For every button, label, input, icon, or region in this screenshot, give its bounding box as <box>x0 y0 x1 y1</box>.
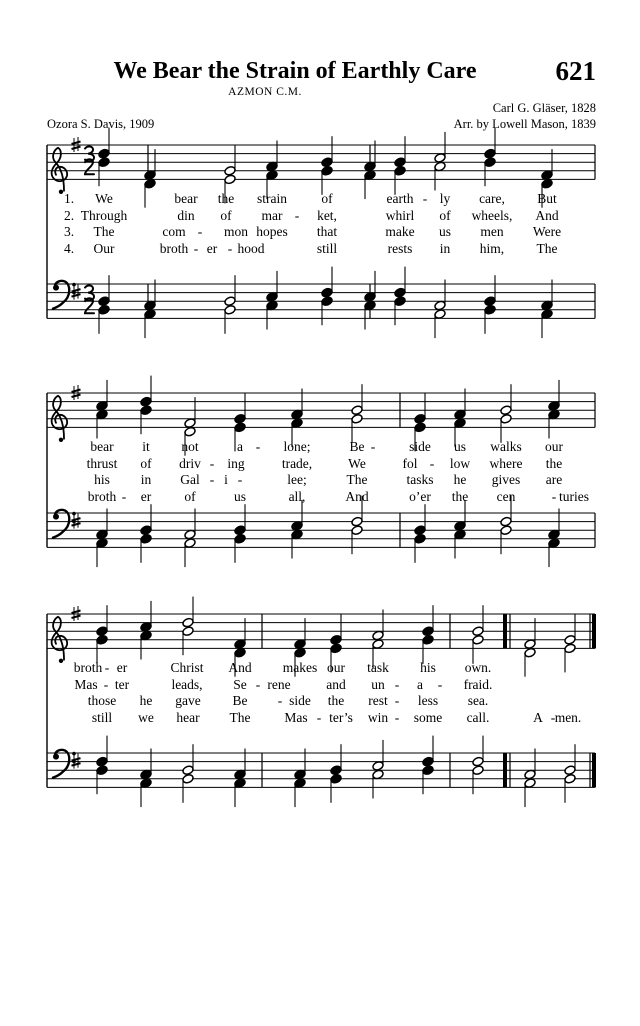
note-head <box>266 300 278 311</box>
note-head <box>500 525 512 536</box>
lyric-syllable: - <box>193 240 199 256</box>
hymn-number: 621 <box>555 56 596 86</box>
lyric-syllable: call. <box>466 709 490 725</box>
note-head <box>454 529 466 540</box>
note-head <box>330 634 342 645</box>
final-barline <box>592 753 596 787</box>
lyric-syllable: - <box>237 472 243 488</box>
note-head <box>394 287 406 298</box>
lyric-syllable: hopes <box>256 224 288 240</box>
note-head <box>434 153 446 164</box>
note-head <box>266 292 278 303</box>
note-head <box>266 161 278 172</box>
lyric-syllable: fraid. <box>463 676 493 692</box>
lyric-syllable: that <box>316 224 338 240</box>
lyric-syllable: - <box>437 676 443 692</box>
lyric-syllable: it <box>142 439 150 455</box>
lyric-syllable: Be <box>232 693 248 709</box>
lyric-syllable: ter <box>114 676 130 692</box>
note-head <box>98 304 110 315</box>
lyric-syllable: - <box>294 207 300 223</box>
lyric-syllable: And <box>228 660 252 676</box>
lyric-syllable: makes <box>282 660 318 676</box>
lyric-syllable: a <box>417 676 423 692</box>
treble-staff-2 <box>47 393 595 427</box>
lyric-syllable: - <box>394 693 400 709</box>
note-head <box>321 287 333 298</box>
thick-barline <box>503 753 507 787</box>
note-head <box>454 409 466 420</box>
note-head <box>96 756 108 767</box>
note-head <box>364 170 376 181</box>
arranger-credit: Arr. by Lowell Mason, 1839 <box>453 117 596 131</box>
lyric-syllable: - <box>277 693 283 709</box>
lyric-syllable: win <box>367 709 389 725</box>
lyric-syllable: where <box>489 455 523 471</box>
note-head <box>394 296 406 307</box>
lyric-syllable: - <box>550 709 556 725</box>
bass-staff-2 <box>47 513 595 547</box>
lyric-syllable: - <box>197 224 203 240</box>
lyric-syllable: - <box>255 439 261 455</box>
lyric-syllable: mon <box>223 224 249 240</box>
lyric-syllable: men. <box>554 709 582 725</box>
lyric-syllable: and <box>326 676 346 692</box>
lyric-syllable: - <box>429 455 435 471</box>
lyric-syllable: - <box>104 660 110 676</box>
note-head <box>472 765 484 776</box>
verse-number: 3. <box>64 224 75 240</box>
note-head <box>351 413 363 424</box>
note-head <box>321 157 333 168</box>
note-head <box>182 765 194 776</box>
note-head <box>294 769 306 780</box>
note-head <box>524 769 536 780</box>
lyric-syllable: com <box>162 224 186 240</box>
lyric-syllable: the <box>217 191 235 207</box>
note-head <box>140 778 152 789</box>
lyric-syllable: - <box>209 455 215 471</box>
note-head <box>184 426 196 437</box>
lyric-syllable: us <box>438 224 452 240</box>
lyric-syllable: We <box>348 455 366 471</box>
lyric-syllable: lee; <box>287 472 307 488</box>
lyric-syllable: rests <box>387 240 413 256</box>
lyric-syllable: And <box>535 207 559 223</box>
note-head <box>291 409 303 420</box>
text-author-credit: Ozora S. Davis, 1909 <box>47 117 155 131</box>
lyric-syllable: some <box>413 709 443 725</box>
lyric-syllable: - <box>551 488 557 504</box>
lyric-syllable: hood <box>237 240 265 256</box>
note-head <box>234 769 246 780</box>
note-head <box>414 422 426 433</box>
note-head <box>500 516 512 527</box>
note-head <box>96 409 108 420</box>
note-head <box>434 161 446 172</box>
note-head <box>291 521 303 532</box>
lyric-syllable: i <box>224 472 228 488</box>
lyric-syllable: mar <box>261 207 283 223</box>
lyric-syllable: in <box>140 472 152 488</box>
lyric-syllable: Our <box>93 240 115 256</box>
note-head <box>541 178 553 189</box>
lyric-syllable: rene <box>267 676 291 692</box>
note-head <box>98 157 110 168</box>
lyric-syllable: thrust <box>86 455 118 471</box>
note-head <box>434 300 446 311</box>
note-head <box>524 639 536 650</box>
note-head <box>414 413 426 424</box>
note-head <box>234 413 246 424</box>
lyric-syllable: We <box>95 191 113 207</box>
note-head <box>234 647 246 658</box>
note-head <box>500 405 512 416</box>
lyric-syllable: Were <box>532 224 562 240</box>
note-head <box>422 756 434 767</box>
final-barline <box>592 614 596 648</box>
note-head <box>140 405 152 416</box>
lyric-syllable: - <box>255 676 261 692</box>
lyric-syllable: ly <box>439 191 451 207</box>
note-head <box>96 529 108 540</box>
bass-clef-icon <box>53 510 76 538</box>
note-head <box>234 422 246 433</box>
note-head <box>140 525 152 536</box>
lyric-syllable: broth <box>73 660 103 676</box>
lyric-syllable: And <box>345 488 369 504</box>
lyric-syllable: The <box>346 472 368 488</box>
note-head <box>96 634 108 645</box>
note-head <box>364 292 376 303</box>
lyric-syllable: the <box>451 488 469 504</box>
note-head <box>330 643 342 654</box>
bass-clef-icon <box>53 281 76 309</box>
lyric-syllable: hear <box>176 709 200 725</box>
lyric-syllable: lone; <box>283 439 311 455</box>
bass-staff-3 <box>47 753 595 787</box>
lyric-syllable: er <box>140 488 152 504</box>
note-head <box>266 170 278 181</box>
note-head <box>144 178 156 189</box>
note-head <box>96 538 108 549</box>
lyric-syllable: earth <box>386 191 414 207</box>
note-head <box>182 626 194 637</box>
note-head <box>184 529 196 540</box>
lyric-syllable: the <box>545 455 563 471</box>
note-head <box>224 296 236 307</box>
note-head <box>234 639 246 650</box>
note-head <box>98 296 110 307</box>
note-head <box>484 148 496 159</box>
lyric-syllable: tasks <box>406 472 434 488</box>
lyric-syllable: o’er <box>409 488 431 504</box>
lyric-syllable: Mas <box>74 676 98 692</box>
bass-staff-1 <box>47 284 595 318</box>
lyric-syllable: Through <box>80 207 128 223</box>
note-head <box>434 309 446 320</box>
lyric-syllable: we <box>138 709 154 725</box>
note-head <box>330 765 342 776</box>
note-head <box>330 773 342 784</box>
lyric-syllable: side <box>409 439 431 455</box>
note-head <box>98 148 110 159</box>
note-head <box>182 773 194 784</box>
lyric-syllable: Be <box>349 439 365 455</box>
lyric-syllable: all, <box>288 488 306 504</box>
lyric-syllable: broth <box>159 240 189 256</box>
lyric-syllable: er <box>116 660 128 676</box>
note-head <box>394 165 406 176</box>
lyric-syllable: us <box>233 488 247 504</box>
lyric-syllable: fol <box>402 455 418 471</box>
note-head <box>364 161 376 172</box>
lyric-syllable: cen <box>496 488 516 504</box>
note-head <box>224 304 236 315</box>
note-head <box>484 157 496 168</box>
note-head <box>454 418 466 429</box>
lyric-syllable: ket, <box>317 207 337 223</box>
lyric-syllable: in <box>439 240 451 256</box>
lyric-syllable: The <box>93 224 115 240</box>
note-head <box>291 418 303 429</box>
note-head <box>422 626 434 637</box>
lyric-syllable: gave <box>175 693 201 709</box>
lyric-syllable: of <box>140 455 152 471</box>
lyric-syllable: whirl <box>385 207 415 223</box>
note-head <box>140 769 152 780</box>
note-head <box>321 296 333 307</box>
note-head <box>184 418 196 429</box>
lyric-syllable: - <box>103 676 109 692</box>
note-head <box>548 538 560 549</box>
note-head <box>472 626 484 637</box>
note-head <box>454 521 466 532</box>
note-head <box>564 773 576 784</box>
lyric-syllable: The <box>536 240 558 256</box>
lyric-syllable: trade, <box>281 455 313 471</box>
lyric-syllable: care, <box>479 191 505 207</box>
lyric-syllable: strain <box>257 191 287 207</box>
note-head <box>294 778 306 789</box>
note-head <box>548 401 560 412</box>
note-head <box>234 533 246 544</box>
composer-credit: Carl G. Gläser, 1828 <box>492 101 596 115</box>
lyric-syllable: - <box>394 709 400 725</box>
note-head <box>422 634 434 645</box>
note-head <box>484 296 496 307</box>
note-head <box>224 165 236 176</box>
lyric-syllable: own. <box>464 660 492 676</box>
note-head <box>144 309 156 320</box>
lyric-syllable: A <box>533 709 543 725</box>
lyric-syllable: Mas <box>284 709 308 725</box>
lyric-syllable: men <box>480 224 504 240</box>
hymn-title: We Bear the Strain of Earthly Care <box>113 58 477 84</box>
lyric-syllable: are <box>545 472 563 488</box>
thick-barline <box>503 614 507 648</box>
note-head <box>291 529 303 540</box>
lyric-syllable: he <box>139 693 153 709</box>
lyric-syllable: sea. <box>467 693 489 709</box>
note-head <box>372 639 384 650</box>
lyric-syllable: of <box>321 191 333 207</box>
lyric-syllable: side <box>289 693 311 709</box>
lyric-syllable: a <box>237 439 243 455</box>
lyric-syllable: of <box>184 488 196 504</box>
lyric-syllable: still <box>316 240 338 256</box>
lyric-syllable: But <box>537 191 557 207</box>
verse-number: 1. <box>64 191 75 207</box>
note-head <box>524 778 536 789</box>
lyric-syllable: gives <box>491 472 521 488</box>
lyric-syllable: driv <box>179 455 201 471</box>
note-head <box>184 538 196 549</box>
note-head <box>321 165 333 176</box>
lyric-syllable: er <box>206 240 218 256</box>
lyric-syllable: din <box>177 207 195 223</box>
treble-staff-3 <box>47 614 595 648</box>
note-head <box>224 174 236 185</box>
lyric-syllable: our <box>327 660 345 676</box>
lyric-syllable: our <box>545 439 563 455</box>
lyric-syllable: him, <box>479 240 505 256</box>
lyric-syllable: rest <box>368 693 388 709</box>
note-head <box>372 630 384 641</box>
note-head <box>414 525 426 536</box>
lyric-syllable: The <box>229 709 251 725</box>
tune-name: AZMON C.M. <box>228 86 302 98</box>
bass-clef-icon <box>53 750 76 778</box>
lyric-syllable: - <box>422 191 428 207</box>
lyric-syllable: bear <box>174 191 198 207</box>
lyric-syllable: low <box>449 455 471 471</box>
verse-number: 4. <box>64 240 75 256</box>
lyric-syllable: Gal <box>180 472 200 488</box>
note-head <box>140 396 152 407</box>
note-head <box>472 634 484 645</box>
note-head <box>140 533 152 544</box>
note-head <box>234 778 246 789</box>
lyric-syllable: less <box>417 693 439 709</box>
lyric-syllable: - <box>121 488 127 504</box>
note-head <box>364 300 376 311</box>
note-head <box>422 765 434 776</box>
note-head <box>351 525 363 536</box>
note-head <box>351 516 363 527</box>
lyric-syllable: Christ <box>170 660 204 676</box>
lyric-syllable: those <box>87 693 117 709</box>
lyric-syllable: walks <box>490 439 522 455</box>
note-head <box>484 304 496 315</box>
note-head <box>541 309 553 320</box>
lyric-syllable: of <box>439 207 451 223</box>
lyric-syllable: turies <box>559 488 589 504</box>
treble-staff-1 <box>47 145 595 179</box>
lyric-syllable: - <box>394 676 400 692</box>
note-head <box>140 630 152 641</box>
note-head <box>564 765 576 776</box>
lyric-syllable: bear <box>90 439 114 455</box>
note-head <box>144 300 156 311</box>
lyric-syllable: wheels, <box>471 207 513 223</box>
lyric-syllable: - <box>370 439 376 455</box>
note-head <box>351 405 363 416</box>
note-head <box>96 765 108 776</box>
lyric-syllable: his <box>420 660 436 676</box>
note-head <box>548 529 560 540</box>
note-head <box>294 639 306 650</box>
lyric-syllable: ter’s <box>329 709 353 725</box>
note-head <box>541 170 553 181</box>
note-head <box>96 401 108 412</box>
lyric-syllable: he <box>453 472 467 488</box>
note-head <box>564 643 576 654</box>
lyric-syllable: ing <box>227 455 245 471</box>
note-head <box>372 761 384 772</box>
note-head <box>372 769 384 780</box>
lyric-syllable: - <box>227 240 233 256</box>
lyric-syllable: Se <box>233 676 247 692</box>
lyric-syllable: - <box>209 472 215 488</box>
note-head <box>472 756 484 767</box>
lyric-syllable: leads, <box>171 676 203 692</box>
note-head <box>500 413 512 424</box>
note-head <box>414 533 426 544</box>
note-head <box>294 647 306 658</box>
lyric-syllable: still <box>91 709 113 725</box>
note-head <box>541 300 553 311</box>
note-head <box>144 170 156 181</box>
note-head <box>524 647 536 658</box>
lyric-syllable: of <box>220 207 232 223</box>
lyric-syllable: - <box>316 709 322 725</box>
note-head <box>182 617 194 628</box>
lyric-syllable: not <box>181 439 199 455</box>
lyric-syllable: his <box>94 472 110 488</box>
note-head <box>548 409 560 420</box>
note-head <box>394 157 406 168</box>
note-head <box>140 622 152 633</box>
lyric-syllable: un <box>371 676 385 692</box>
lyric-syllable: make <box>385 224 415 240</box>
lyric-syllable: us <box>453 439 467 455</box>
note-head <box>96 626 108 637</box>
lyric-syllable: the <box>327 693 345 709</box>
lyric-syllable: broth <box>87 488 117 504</box>
note-head <box>234 525 246 536</box>
lyric-syllable: task <box>367 660 389 676</box>
note-head <box>564 634 576 645</box>
verse-number: 2. <box>64 207 75 223</box>
